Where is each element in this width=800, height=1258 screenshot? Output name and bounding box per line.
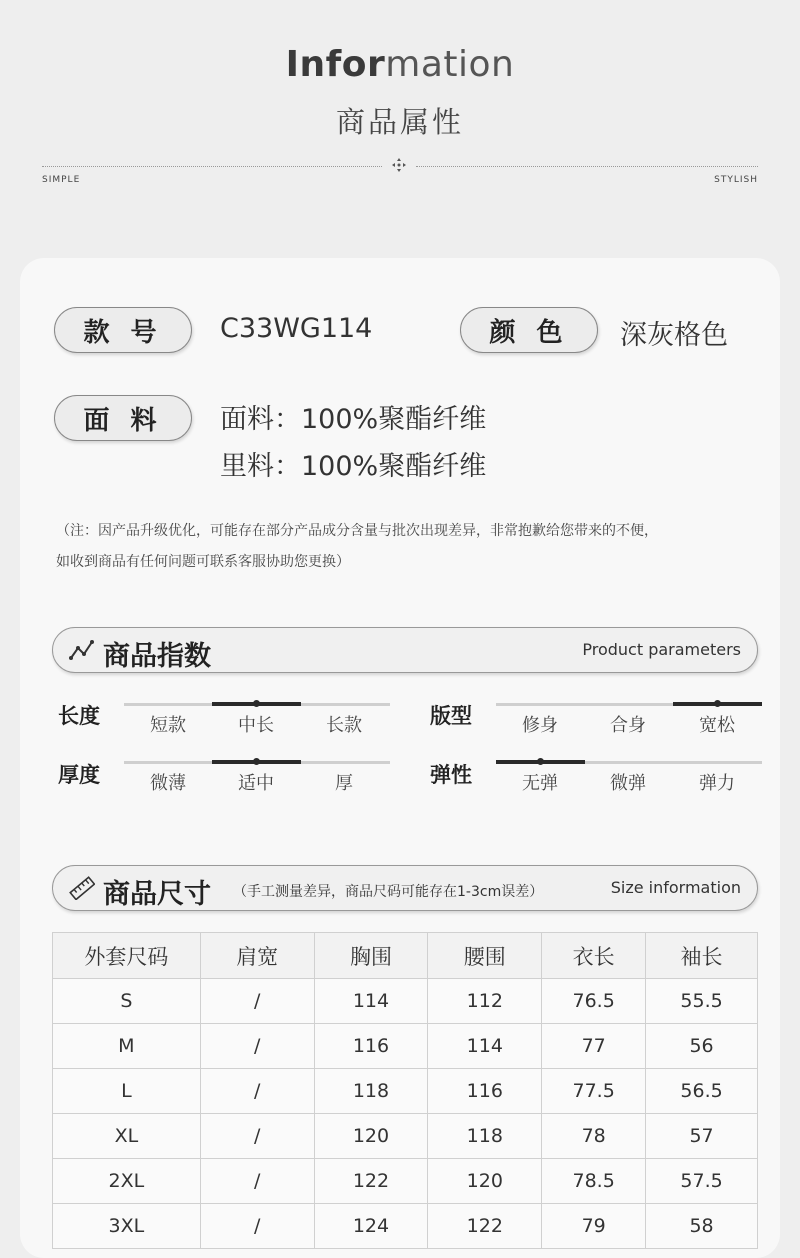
table-cell: 58 xyxy=(646,1204,758,1249)
param-fit-label: 版型 xyxy=(430,704,472,728)
table-row xyxy=(53,1069,758,1114)
table-cell: / xyxy=(200,1024,314,1069)
table-cell: M xyxy=(53,1024,201,1069)
table-cell: / xyxy=(200,1114,314,1159)
table-cell: / xyxy=(200,979,314,1024)
table-cell: S xyxy=(53,979,201,1024)
param-length-opt-2: 中长 xyxy=(238,715,274,736)
table-row xyxy=(53,979,758,1024)
table-cell: XL xyxy=(53,1114,201,1159)
param-elasticity-marker xyxy=(537,758,544,765)
table-row xyxy=(53,1024,758,1069)
color-pill: 颜 色 xyxy=(460,307,598,353)
simple-tag: SIMPLE xyxy=(42,175,81,185)
param-length-scale xyxy=(124,703,390,706)
col-header-length: 衣长 xyxy=(542,933,646,979)
trend-line-icon xyxy=(69,638,95,662)
table-cell: 3XL xyxy=(53,1204,201,1249)
table-cell: / xyxy=(200,1159,314,1204)
col-header-sleeve: 袖长 xyxy=(646,933,758,979)
param-elasticity-opt-1: 无弹 xyxy=(522,773,558,794)
table-cell: 57 xyxy=(646,1114,758,1159)
table-row xyxy=(53,1114,758,1159)
table-cell: 77 xyxy=(542,1024,646,1069)
table-cell: 78.5 xyxy=(542,1159,646,1204)
table-cell: 55.5 xyxy=(646,979,758,1024)
param-thickness-opt-1: 微薄 xyxy=(150,773,186,794)
info-heading-light: mation xyxy=(385,44,515,85)
param-elasticity-opt-3: 弹力 xyxy=(699,773,735,794)
col-header-chest: 胸围 xyxy=(314,933,428,979)
size-title-en: Size information xyxy=(610,878,741,897)
table-cell: 124 xyxy=(314,1204,428,1249)
table-cell: L xyxy=(53,1069,201,1114)
param-elasticity-scale xyxy=(496,761,762,764)
table-cell: 118 xyxy=(428,1114,542,1159)
divider-right xyxy=(416,166,758,167)
table-cell: 56.5 xyxy=(646,1069,758,1114)
table-cell: 122 xyxy=(428,1204,542,1249)
size-table-header-row xyxy=(53,933,758,979)
table-cell: 76.5 xyxy=(542,979,646,1024)
table-row xyxy=(53,1204,758,1249)
fabric-pill: 面 料 xyxy=(54,395,192,441)
table-cell: 120 xyxy=(314,1114,428,1159)
col-header-size: 外套尺码 xyxy=(53,933,201,979)
table-cell: 118 xyxy=(314,1069,428,1114)
param-elasticity-label: 弹性 xyxy=(430,763,472,787)
table-cell: 57.5 xyxy=(646,1159,758,1204)
info-heading xyxy=(0,44,800,85)
table-cell: 56 xyxy=(646,1024,758,1069)
params-title: 商品指数 xyxy=(103,641,211,672)
size-table xyxy=(52,932,758,1249)
param-fit-scale xyxy=(496,703,762,706)
style-no-value: C33WG114 xyxy=(220,313,373,344)
table-cell: 116 xyxy=(428,1069,542,1114)
col-header-shoulder: 肩宽 xyxy=(200,933,314,979)
col-header-waist: 腰围 xyxy=(428,933,542,979)
size-section-bar xyxy=(52,865,758,911)
divider-left xyxy=(42,166,382,167)
params-section-bar xyxy=(52,627,758,673)
info-subheading: 商品属性 xyxy=(335,105,464,139)
param-length-marker xyxy=(253,700,260,707)
param-fit-opt-1: 修身 xyxy=(522,715,558,736)
param-thickness-opt-3: 厚 xyxy=(335,773,353,794)
table-cell: 112 xyxy=(428,979,542,1024)
note-line-1: （注：因产品升级优化，可能存在部分产品成分含量与批次出现差异，非常抱歉给您带来的不便， xyxy=(56,523,658,539)
param-length-opt-1: 短款 xyxy=(150,715,186,736)
param-thickness-marker xyxy=(253,758,260,765)
param-thickness-opt-2: 适中 xyxy=(238,773,274,794)
size-note: （手工测量差异，商品尺码可能存在1-3cm误差） xyxy=(233,884,544,900)
param-fit-marker xyxy=(714,700,721,707)
cross-arrows-icon xyxy=(391,157,407,173)
color-value: 深灰格色 xyxy=(620,320,728,351)
param-elasticity-opt-2: 微弹 xyxy=(610,773,646,794)
table-cell: 120 xyxy=(428,1159,542,1204)
table-cell: / xyxy=(200,1069,314,1114)
table-cell: 77.5 xyxy=(542,1069,646,1114)
table-cell: 2XL xyxy=(53,1159,201,1204)
info-heading-bold: Infor xyxy=(285,44,386,85)
table-cell: 79 xyxy=(542,1204,646,1249)
note-line-2: 如收到商品有任何问题可联系客服协助您更换） xyxy=(56,554,350,570)
fabric-lining: 里料：100%聚酯纤维 xyxy=(220,451,487,482)
table-cell: 114 xyxy=(314,979,428,1024)
stylish-tag: STYLISH xyxy=(714,175,758,185)
table-cell: / xyxy=(200,1204,314,1249)
param-fit-opt-3: 宽松 xyxy=(699,715,735,736)
table-cell: 78 xyxy=(542,1114,646,1159)
table-cell: 122 xyxy=(314,1159,428,1204)
param-length-opt-3: 长款 xyxy=(326,715,362,736)
params-title-en: Product parameters xyxy=(582,640,741,659)
param-length-label: 长度 xyxy=(58,704,100,728)
param-thickness-label: 厚度 xyxy=(58,763,100,787)
style-no-pill: 款 号 xyxy=(54,307,192,353)
ruler-icon xyxy=(69,876,95,900)
param-fit-opt-2: 合身 xyxy=(610,715,646,736)
table-cell: 116 xyxy=(314,1024,428,1069)
table-row xyxy=(53,1159,758,1204)
size-title: 商品尺寸 xyxy=(103,879,211,910)
fabric-outer: 面料：100%聚酯纤维 xyxy=(220,404,487,435)
table-cell: 114 xyxy=(428,1024,542,1069)
param-thickness-scale xyxy=(124,761,390,764)
